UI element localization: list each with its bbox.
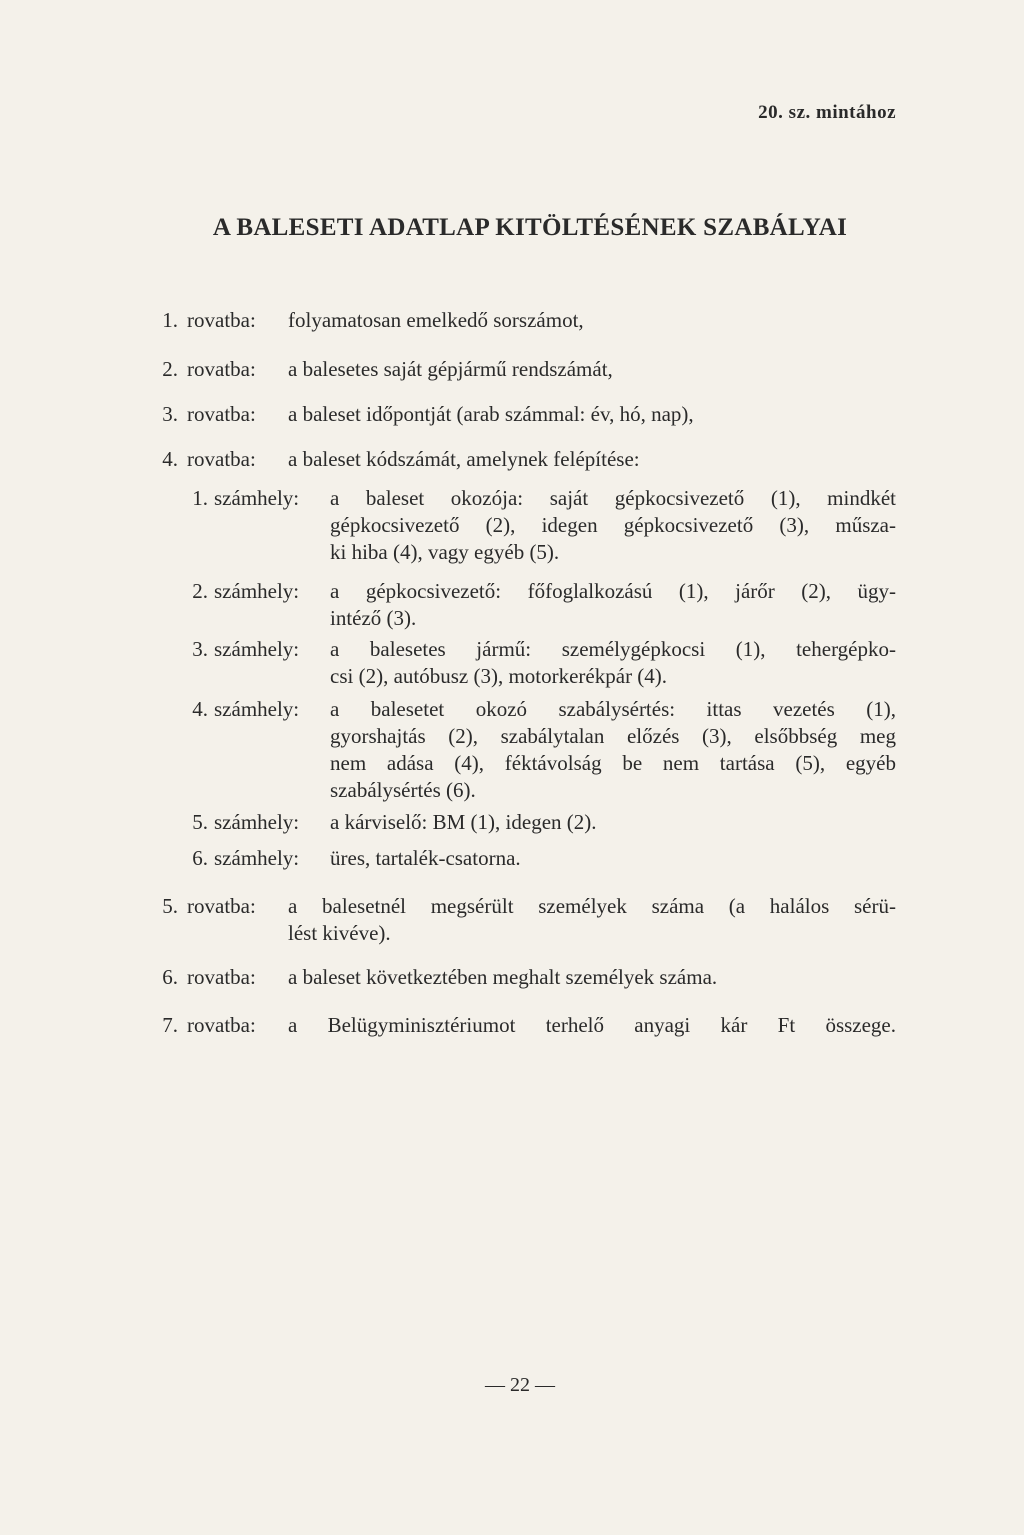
rovat-label: rovatba: xyxy=(187,894,256,918)
rovat-text-line: a Belügyminisztériumot terhelő anyagi kár Ft összege. xyxy=(288,1013,896,1037)
rovat-text xyxy=(288,893,896,947)
rovat-text xyxy=(288,307,888,334)
szamhely-number: 4. xyxy=(192,697,208,721)
szamhely-text xyxy=(330,696,896,804)
szamhely-text xyxy=(330,845,896,872)
szamhely-text-line: a gépkocsivezető: főfoglalkozású (1), járőr (2), ügy- xyxy=(330,579,896,603)
szamhely-label: számhely: xyxy=(214,697,300,721)
rovat-label: rovatba: xyxy=(187,357,256,381)
szamhely-number: 2. xyxy=(192,579,208,603)
rovat-text xyxy=(288,1012,896,1039)
szamhely-text-line: nem adása (4), féktávolság be nem tartása (5), egyéb xyxy=(330,751,896,775)
szamhely-number: 5. xyxy=(192,810,208,834)
szamhely-text xyxy=(330,809,896,836)
szamhely-label: számhely: xyxy=(214,637,300,661)
rovat-text xyxy=(288,401,888,428)
rovat-text xyxy=(288,964,896,991)
szamhely-number: 3. xyxy=(192,637,208,661)
rovat-number: 5. xyxy=(162,894,178,918)
rovat-number: 2. xyxy=(162,357,178,381)
szamhely-text-line: ki hiba (4), vagy egyéb (5). xyxy=(330,540,560,564)
rovat-text-line: a baleset kódszámát, amelynek felépítése: xyxy=(288,447,640,471)
rovat-text-line: a balesetes saját gépjármű rendszámát, xyxy=(288,357,613,381)
rovat-number: 6. xyxy=(162,965,178,989)
szamhely-text-line: csi (2), autóbusz (3), motorkerékpár (4). xyxy=(330,664,668,688)
rovat-label: rovatba: xyxy=(187,308,256,332)
rovat-label: rovatba: xyxy=(187,447,256,471)
rovat-label: rovatba: xyxy=(187,1013,256,1037)
szamhely-text-line: a balesetet okozó szabálysértés: ittas vezetés (1), xyxy=(330,697,896,721)
szamhely-text-line: intéző (3). xyxy=(330,606,417,630)
szamhely-label: számhely: xyxy=(214,846,300,870)
rovat-text-line: a baleset következtében meghalt személyek száma. xyxy=(288,965,718,989)
rovat-text xyxy=(288,446,888,473)
szamhely-number: 1. xyxy=(192,486,208,510)
szamhely-label: számhely: xyxy=(214,486,300,510)
rovat-text-line: a balesetnél megsérült személyek száma (a halálos sérü- xyxy=(288,894,896,918)
rovat-text-line: folyamatosan emelkedő sorszámot, xyxy=(288,308,584,332)
szamhely-text-line: üres, tartalék-csatorna. xyxy=(330,846,521,870)
szamhely-text-line: gyorshajtás (2), szabálytalan előzés (3), elsőbbség meg xyxy=(330,724,896,748)
szamhely-number: 6. xyxy=(192,846,208,870)
rovat-label: rovatba: xyxy=(187,965,256,989)
rovat-text xyxy=(288,356,888,383)
szamhely-text xyxy=(330,578,896,632)
szamhely-text-line: gépkocsivezető (2), idegen gépkocsivezető (3), műsza- xyxy=(330,513,896,537)
szamhely-text xyxy=(330,636,896,690)
szamhely-text-line: szabálysértés (6). xyxy=(330,778,476,802)
szamhely-text xyxy=(330,485,896,566)
rovat-label: rovatba: xyxy=(187,402,256,426)
szamhely-label: számhely: xyxy=(214,579,300,603)
rovat-text-line: lést kivéve). xyxy=(288,921,391,945)
rovat-number: 1. xyxy=(162,308,178,332)
szamhely-text-line: a baleset okozója: saját gépkocsivezető (1), mindkét xyxy=(330,486,896,510)
szamhely-label: számhely: xyxy=(214,810,300,834)
rovat-number: 7. xyxy=(162,1013,178,1037)
szamhely-text-line: a balesetes jármű: személygépkocsi (1), tehergépko- xyxy=(330,637,896,661)
document-title: A BALESETI ADATLAP KITÖLTÉSÉNEK SZABÁLYAI xyxy=(212,214,848,241)
szamhely-text-line: a kárviselő: BM (1), idegen (2). xyxy=(330,810,597,834)
rovat-number: 4. xyxy=(162,447,178,471)
page-number: — 22 — xyxy=(485,1374,555,1396)
rovat-text-line: a baleset időpontját (arab számmal: év, hó, nap), xyxy=(288,402,694,426)
rovat-number: 3. xyxy=(162,402,178,426)
form-reference: 20. sz. mintához xyxy=(758,102,896,123)
